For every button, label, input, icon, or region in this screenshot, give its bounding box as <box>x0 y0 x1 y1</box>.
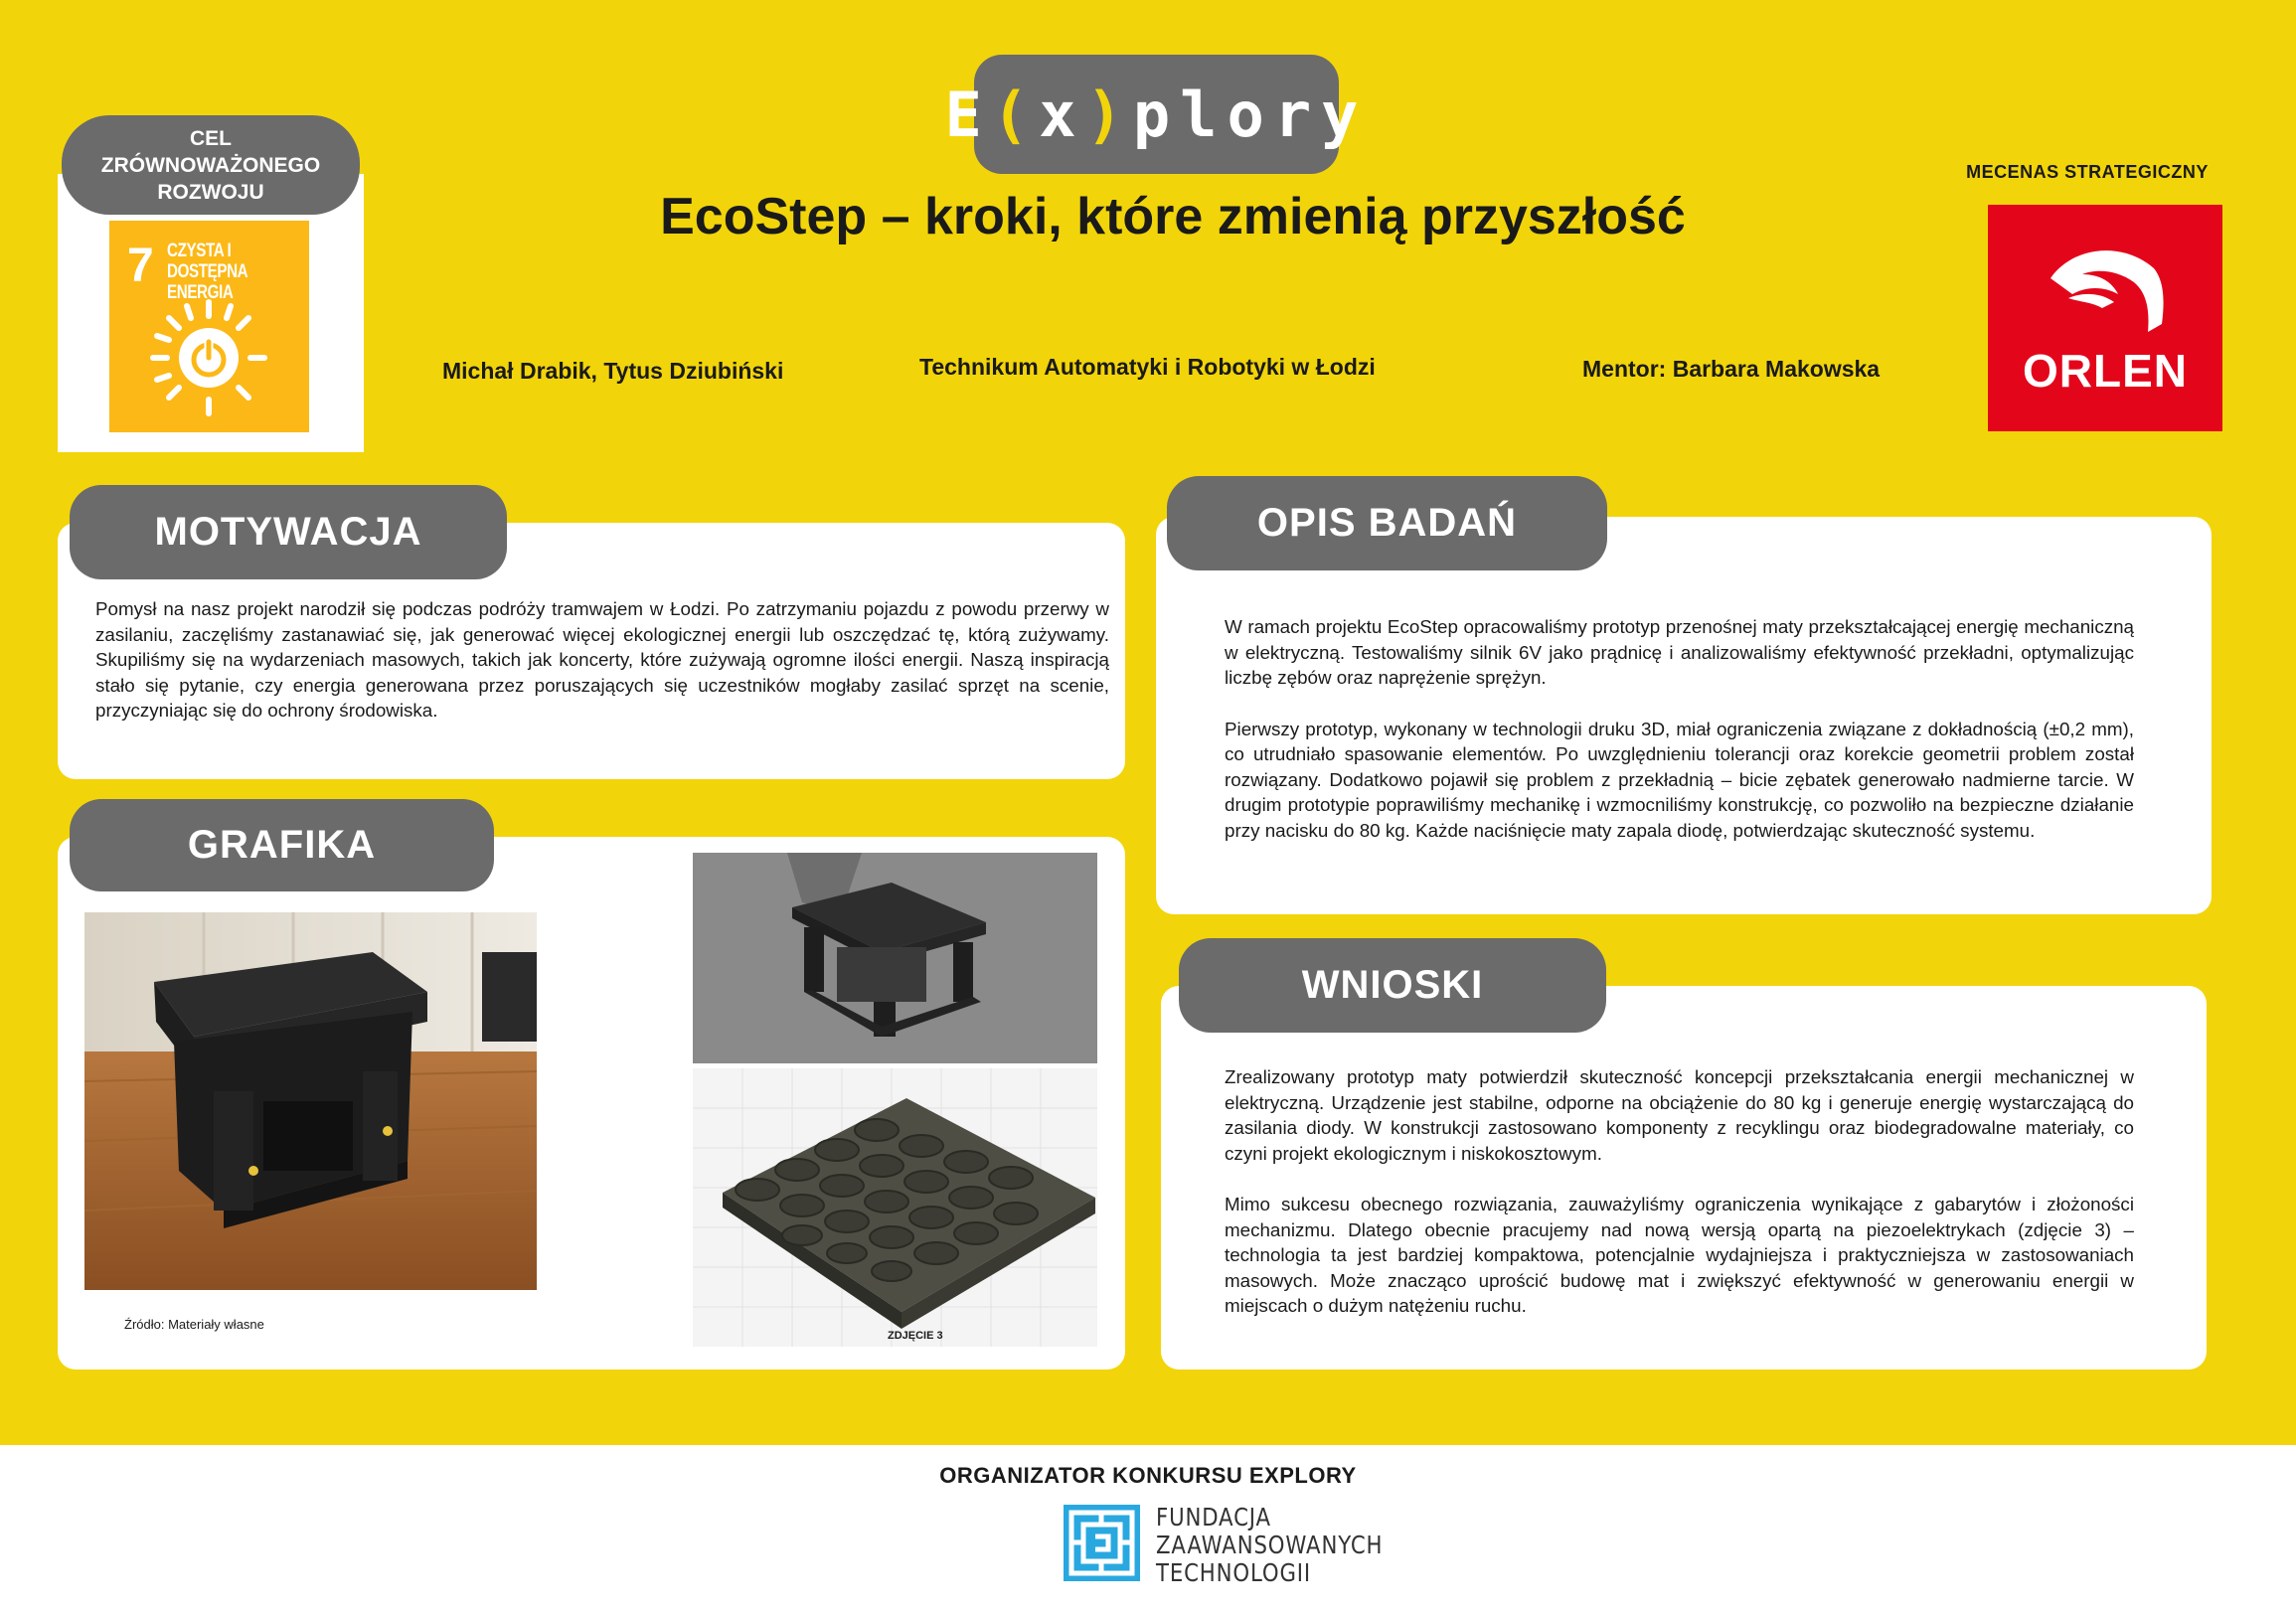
authors: Michał Drabik, Tytus Dziubiński <box>442 358 784 384</box>
sun-power-icon <box>149 298 268 417</box>
mentor: Mentor: Barbara Makowska <box>1582 356 1881 382</box>
wnioski-heading: WNIOSKI <box>1179 938 1606 1033</box>
photo3-caption: ZDJĘCIE 3 <box>888 1330 943 1342</box>
wnioski-text <box>1225 1064 2134 1345</box>
wnioski-paragraph-2: Mimo sukcesu obecnego rozwiązania, zauważyliśmy ograniczenia wynikające z gabarytów i złożoności mechanizmu. Dlatego obecnie pracujemy nad nową wersją opartą na piezoelektrykach (zdjęcie 3) – technologia ta jest bardziej kompaktowa, potencjalnie wydajniejsza i praktyczniejsza w zastosowaniach masowych. Może znacząco uprościć budowę mat i zwiększyć efektywność w generowaniu energii w miejscach o dużym natężeniu ruchu. <box>1225 1194 2134 1316</box>
sponsor-label: MECENAS STRATEGICZNY <box>1966 162 2209 182</box>
wnioski-paragraph-1: Zrealizowany prototyp maty potwierdził skuteczność koncepcji przekształcania energii mechanicznej w elektryczną. Urządzenie jest stabilne, odporne na obciążenie do 80 kg i generuje energię wystarczającą do zasilania diody. W konstrukcji zastosowano komponenty z recyklingu oraz biodegradowalne materiały, co czyni projekt ekologicznym i niskokosztowym. <box>1225 1066 2134 1164</box>
sdg-number: 7 <box>127 240 154 292</box>
opis-text <box>1225 614 2134 869</box>
sdg-name: CZYSTA I DOSTĘPNA ENERGIA <box>167 241 248 303</box>
motywacja-text <box>95 596 1109 749</box>
photo-source: Źródło: Materiały własne <box>124 1317 264 1332</box>
fzt-maze-icon <box>1064 1505 1140 1581</box>
cad-render-mat <box>693 1068 1097 1347</box>
opis-heading: OPIS BADAŃ <box>1167 476 1607 570</box>
opis-paragraph-1: W ramach projektu EcoStep opracowaliśmy prototyp przenośnej maty przekształcającej energię mechaniczną w elektryczną. Testowaliśmy silnik 6V jako prądnicę i analizowaliśmy efektywność przekładni, optymalizując liczbę zębów oraz naprężenie sprężyn. <box>1225 616 2134 688</box>
explory-logo-text: E(x)plory <box>944 78 1369 151</box>
fzt-name: FUNDACJA ZAAWANSOWANYCH TECHNOLOGII <box>1156 1503 1384 1587</box>
orlen-wordmark: ORLEN <box>2023 345 2188 397</box>
poster-title: EcoStep – kroki, które zmienią przyszłość <box>660 188 1686 245</box>
sdg-label: CEL ZRÓWNOWAŻONEGO ROZWOJU <box>62 115 360 215</box>
motywacja-paragraph: Pomysł na nasz projekt narodził się podczas podróży tramwajem w Łodzi. Po zatrzymaniu pojazdu z powodu przerwy w zasilaniu, zaczęliśmy zastanawiać się, jak generować więcej ekologicznej energii lub oszczędzać tę, którą zużywamy. Skupiliśmy się na wydarzeniach masowych, takich jak koncerty, które zużywają ogromne ilości energii. Naszą inspiracją stało się pytanie, czy energia generowana przez poruszających się uczestników mogłaby zasilać sprzęt na scenie, przyczyniając się do ochrony środowiska. <box>95 598 1109 721</box>
eagle-head-icon <box>2043 239 2172 338</box>
opis-paragraph-2: Pierwszy prototyp, wykonany w technologii druku 3D, miał ograniczenia związane z dokładnością (±0,2 mm), co utrudniało spasowanie elementów. Po uwzględnieniu tolerancji oraz korekcie geometrii problem został rozwiązany. Dodatkowo pojawił się problem z przekładnią – bicie zębatek generowało nadmierne tarcie. W drugim prototypie poprawiliśmy mechanikę i wzmocniliśmy konstrukcję, co pozwoliło na bezpieczne działanie przy nacisku do 80 kg. Każde naciśnięcie maty zapala diodę, potwierdzając skuteczność systemu. <box>1225 718 2134 841</box>
cad-render-top <box>693 853 1097 1063</box>
grafika-heading: GRAFIKA <box>70 799 494 891</box>
motywacja-heading: MOTYWACJA <box>70 485 507 579</box>
organizer-label: ORGANIZATOR KONKURSU EXPLORY <box>939 1463 1357 1488</box>
explory-logo <box>944 55 1369 174</box>
prototype-photo <box>84 912 537 1290</box>
school: Technikum Automatyki i Robotyki w Łodzi <box>919 354 1376 380</box>
